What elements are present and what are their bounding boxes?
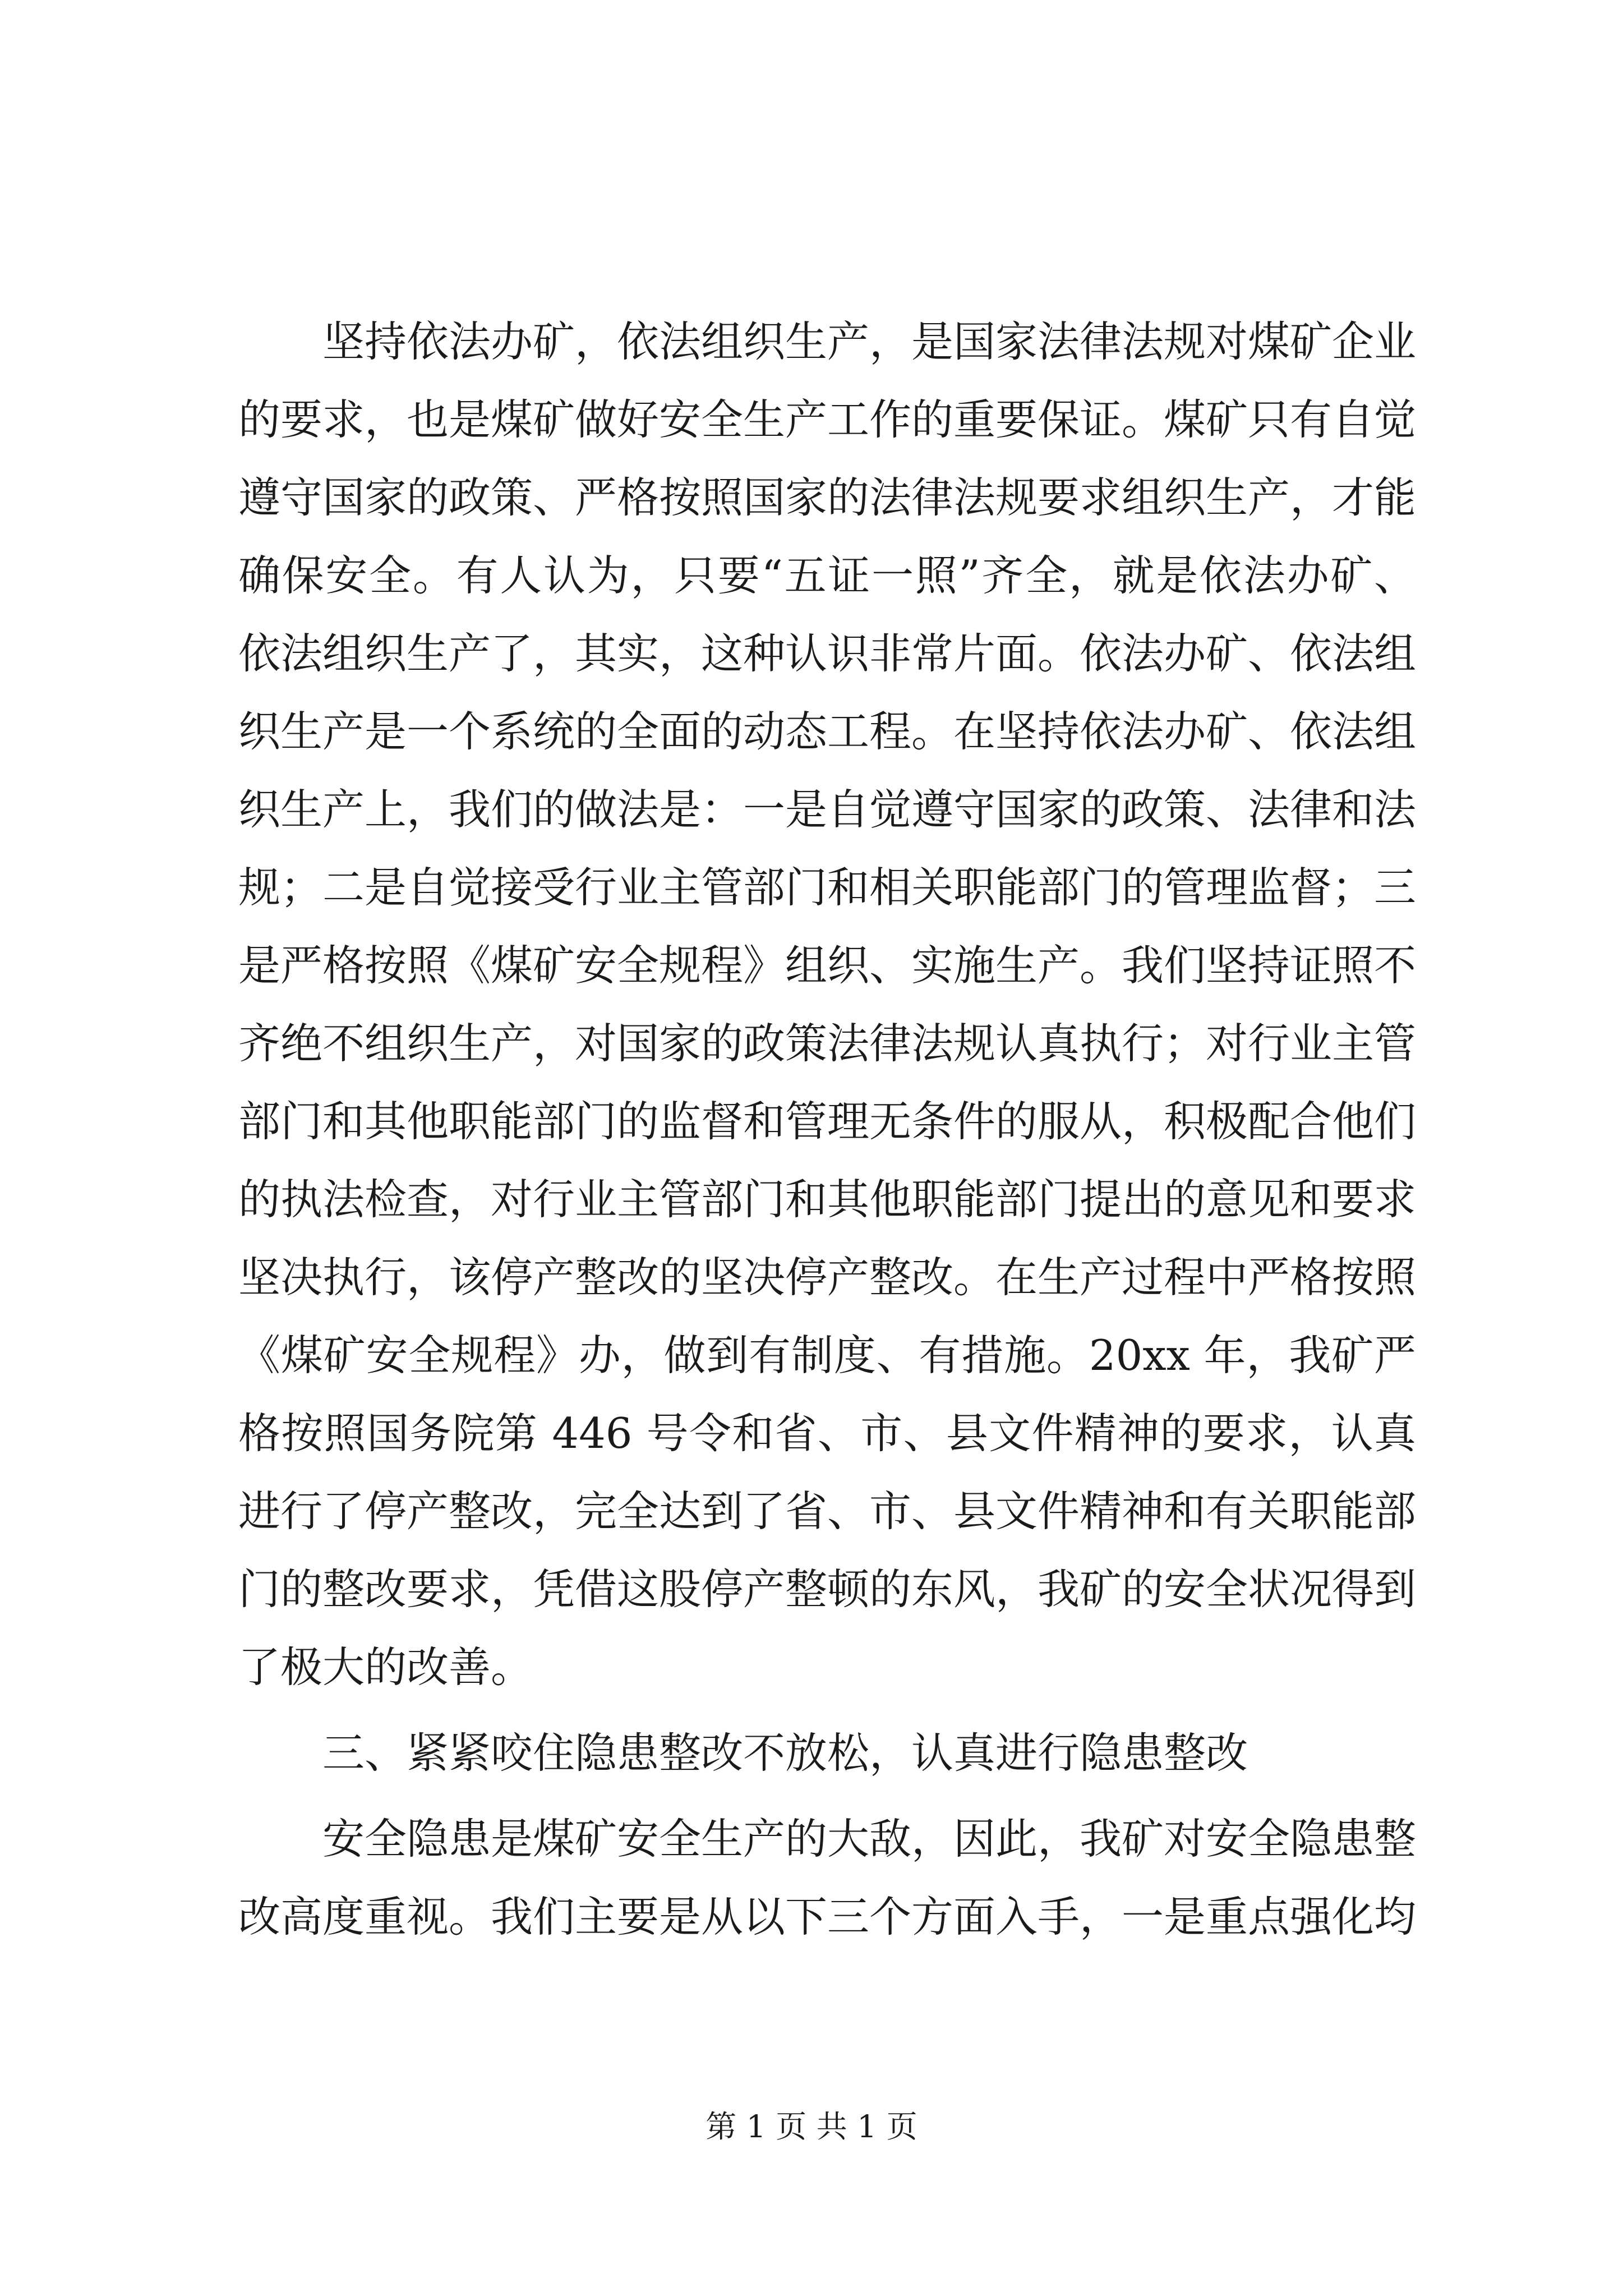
document-body bbox=[238, 303, 1416, 1956]
paragraph-legal-operation: 坚持依法办矿，依法组织生产，是国家法律法规对煤矿企业的要求，也是煤矿做好安全生产工作的重要保证。煤矿只有自觉遵守国家的政策、严格按照国家的法律法规要求组织生产，才能确保安全。有人认为，只要“五证一照”齐全，就是依法办矿、依法组织生产了，其实，这种认识非常片面。依法办矿、依法组织生产是一个系统的全面的动态工程。在坚持依法办矿、依法组织生产上，我们的做法是：一是自觉遵守国家的政策、法律和法规；二是自觉接受行业主管部门和相关职能部门的管理监督；三是严格按照《煤矿安全规程》组织、实施生产。我们坚持证照不齐绝不组织生产，对国家的政策法律法规认真执行；对行业主管部门和其他职能部门的监督和管理无条件的服从，积极配合他们的执法检查，对行业主管部门和其他职能部门提出的意见和要求坚决执行，该停产整改的坚决停产整改。在生产过程中严格按照《煤矿安全规程》办，做到有制度、有措施。20xx 年，我矿严格按照国务院第 446 号令和省、市、县文件精神的要求，认真进行了停产整改，完全达到了省、市、县文件精神和有关职能部门的整改要求，凭借这股停产整顿的东风，我矿的安全状况得到了极大的改善。 bbox=[238, 317, 1417, 1692]
section-heading-hazard-rectification: 三、紧紧咬住隐患整改不放松，认真进行隐患整改 bbox=[322, 1728, 1248, 1778]
page-footer: 第 1 页 共 1 页 bbox=[706, 2109, 917, 2145]
paragraph-hazard-rectification: 安全隐患是煤矿安全生产的大敌，因此，我矿对安全隐患整改高度重视。我们主要是从以下三个方面入手，一是重点强化均 bbox=[238, 1814, 1417, 1941]
